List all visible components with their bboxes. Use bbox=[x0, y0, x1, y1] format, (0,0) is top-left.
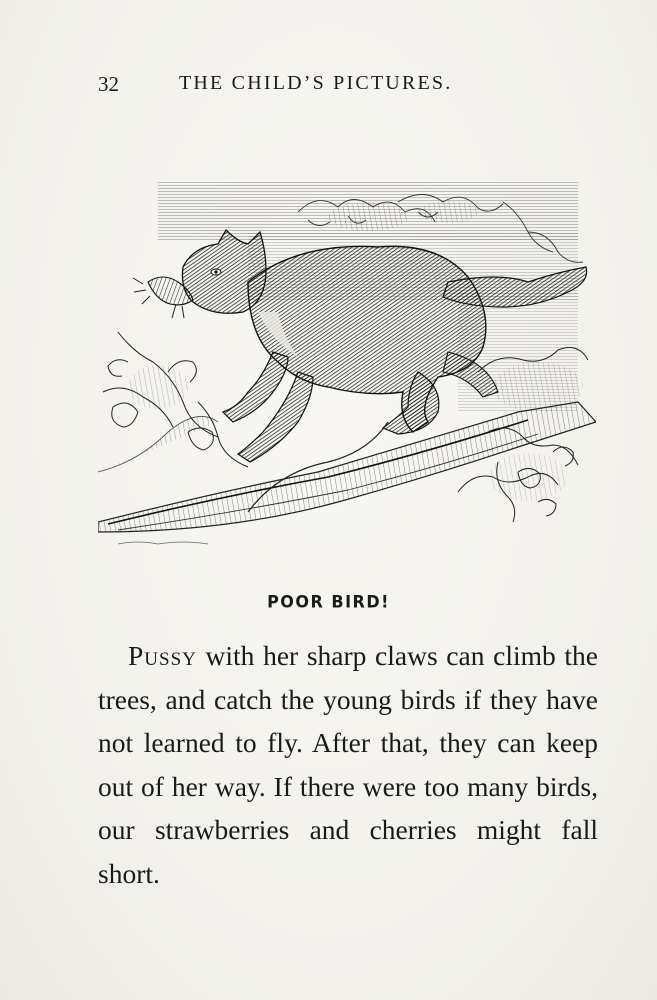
running-title: THE CHILD’S PICTURES. bbox=[179, 72, 453, 94]
paragraph-text: with her sharp claws can climb the trees, and catch the young birds if they have not learned to fly. After that, they can keep out of her way. If there were too many birds, our strawberries and cherries might fall short. bbox=[98, 640, 598, 889]
body-paragraph bbox=[98, 634, 598, 895]
sketch-marks bbox=[118, 542, 208, 544]
illustration-caption: POOR BIRD! bbox=[267, 591, 390, 612]
left-bush bbox=[103, 332, 248, 467]
page-header bbox=[98, 72, 528, 102]
lead-word: Pussy bbox=[128, 640, 197, 671]
page-number: 32 bbox=[98, 72, 119, 96]
cat-with-bird-illustration bbox=[98, 172, 596, 556]
